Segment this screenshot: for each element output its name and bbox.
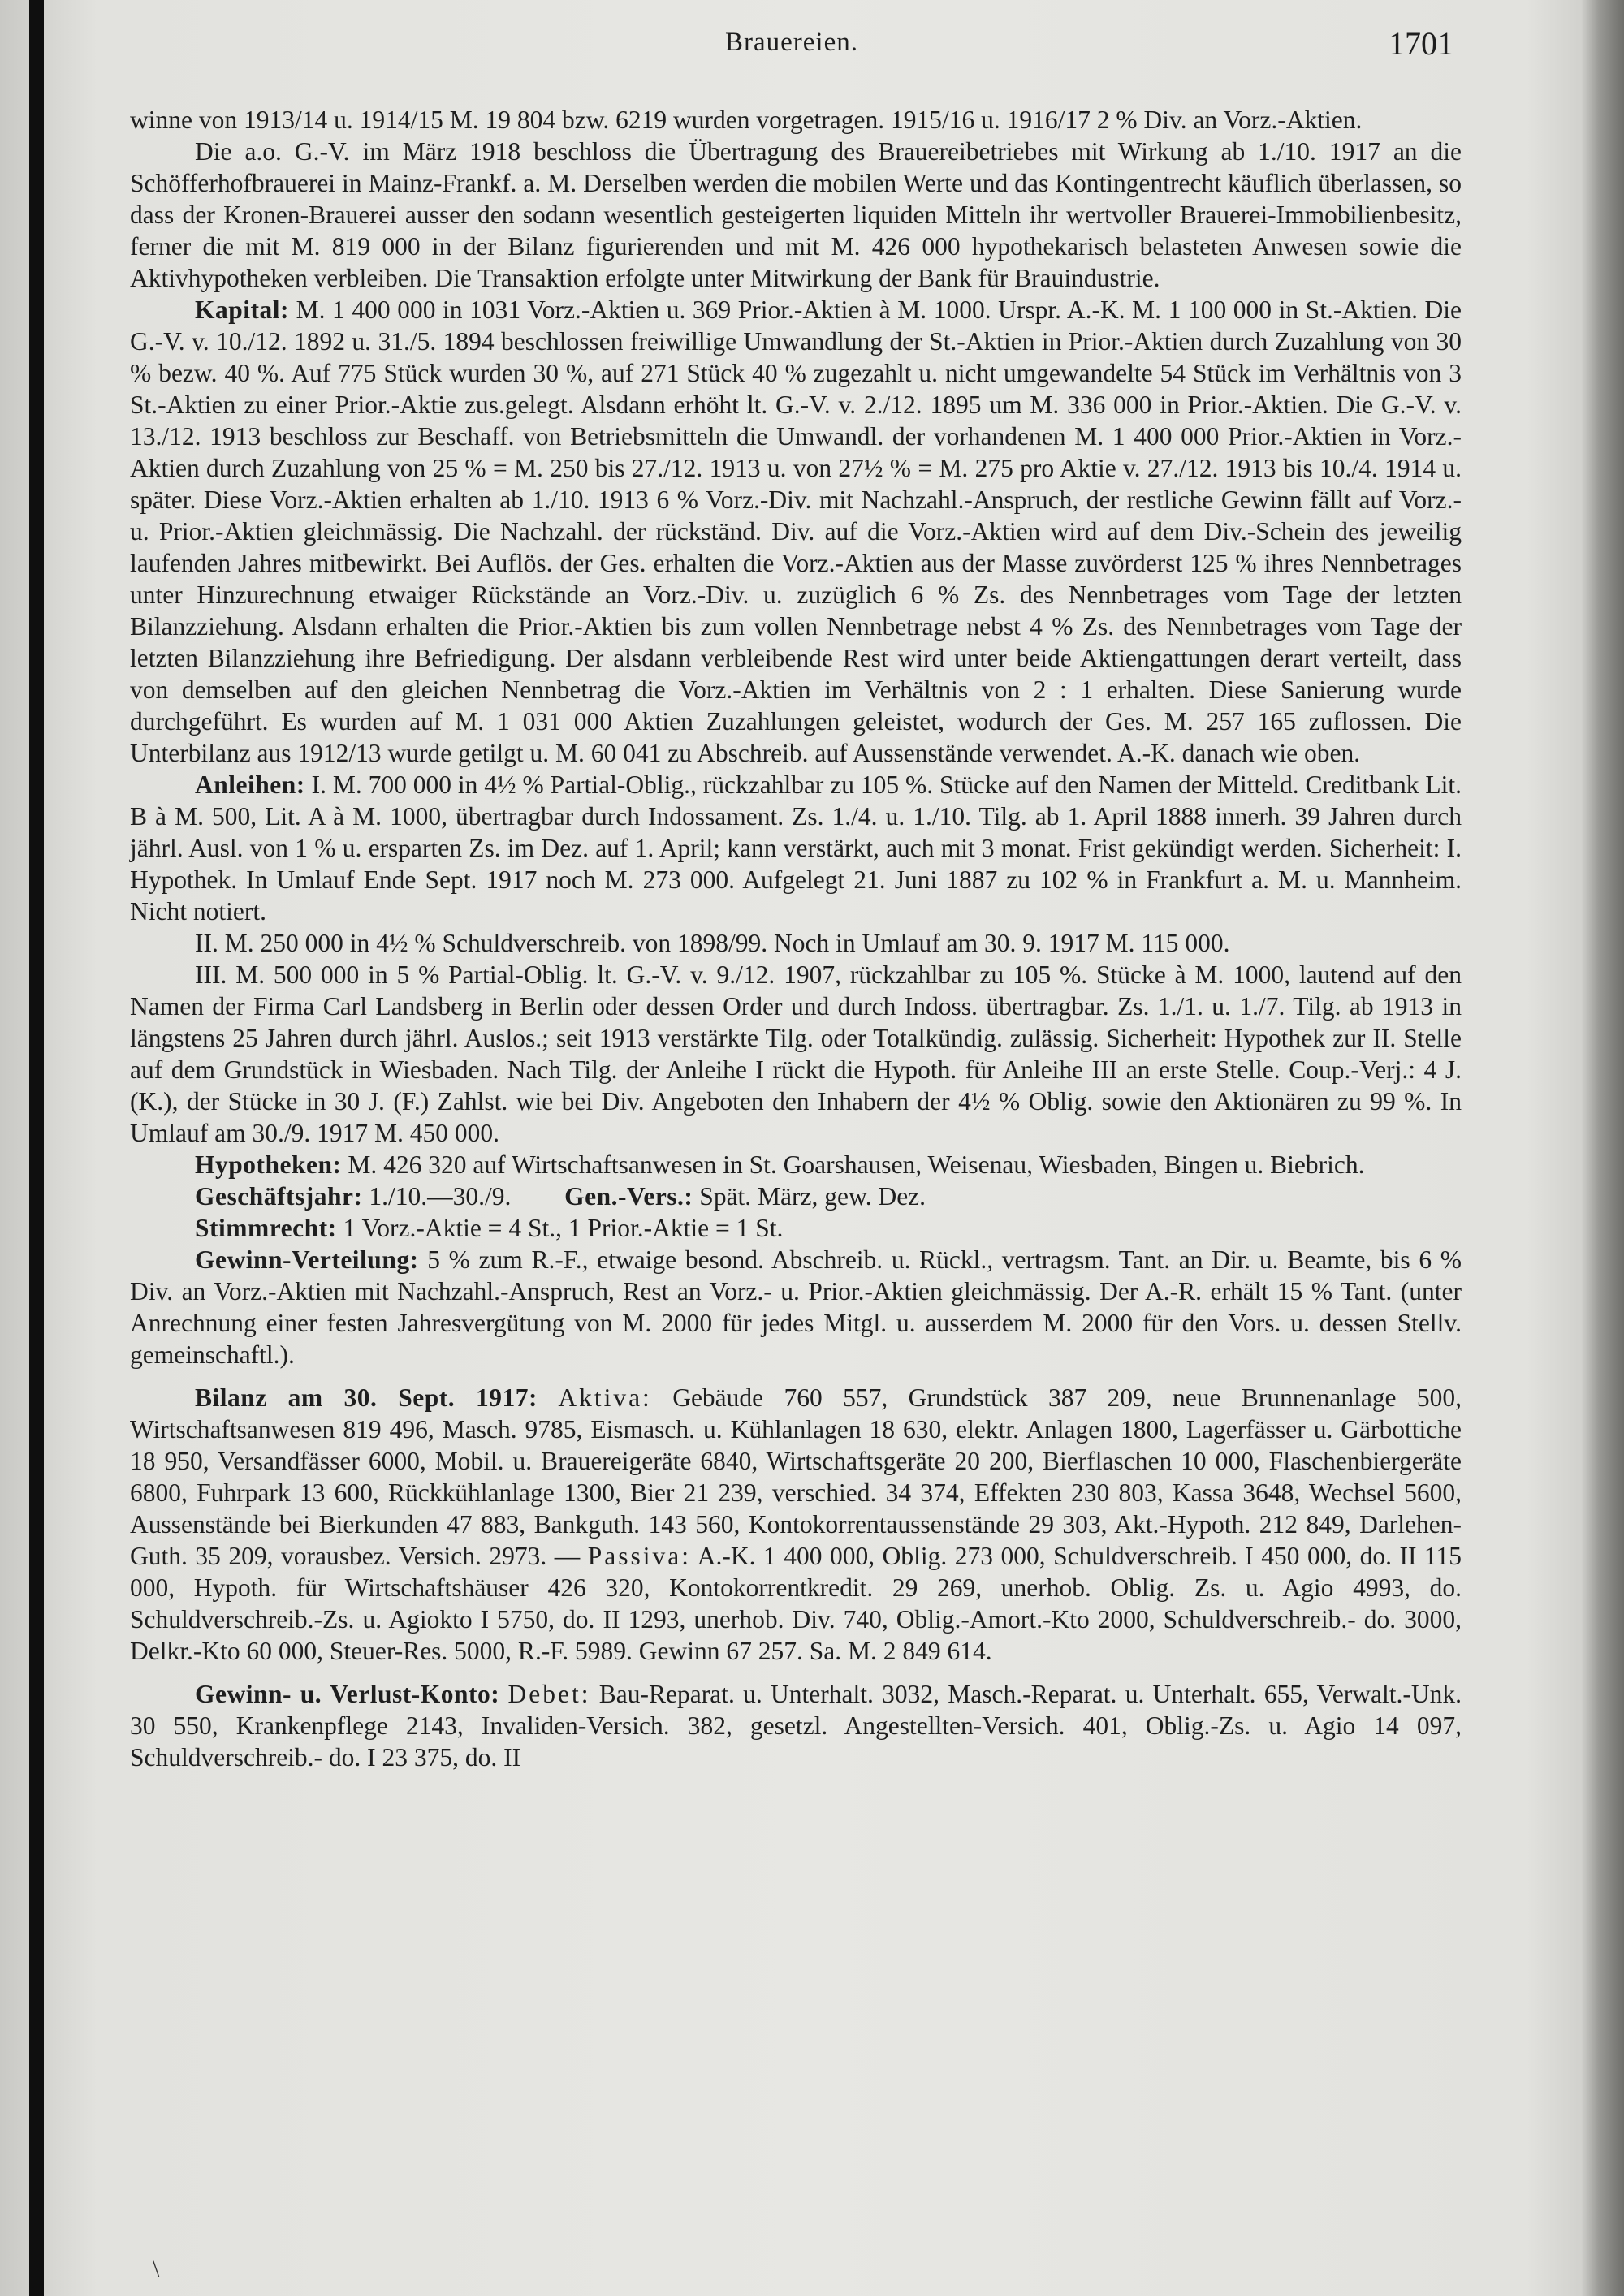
- section-label: Geschäftsjahr:: [195, 1182, 363, 1211]
- paragraph-text: winne von 1913/14 u. 1914/15 M. 19 804 bzw. 6219 wurden vorgetragen. 1915/16 u. 1916/17 2 % Div. an Vorz.-Aktien.: [130, 106, 1363, 134]
- section-label: Anleihen:: [195, 770, 305, 799]
- section-label: Gewinn-Verteilung:: [195, 1245, 419, 1274]
- section-text: III. M. 500 000 in 5 % Partial-Oblig. lt. G.-V. v. 9./12. 1907, rückzahlbar zu 105 %. Stücke à M. 1000, lautend auf den Namen der Firma Carl Landsberg in Berlin oder dessen Order und durch Indoss. übertragbar. Zs. 1./1. u. 1./7. Tilg. ab 1913 in längstens 25 Jahren durch jährl. Auslos.; seit 1913 verstärkte Tilg. oder Totalkündig. zulässig. Sicherheit: Hypothek zur II. Stelle auf dem Grundstück in Wiesbaden. Nach Tilg. der Anleihe I rückt die Hypoth. für Anleihe III an erste Stelle. Coup.-Verj.: 4 J. (K.), der Stücke in 30 J. (F.) Zahlst. wie bei Div. Angeboten den Inhabern der 4½ % Oblig. sowie den Aktionären zu 99 %. In Umlauf am 30./9. 1917 M. 450 000.: [130, 960, 1462, 1147]
- section-text: M. 1 400 000 in 1031 Vorz.-Aktien u. 369 Prior.-Aktien à M. 1000. Urspr. A.-K. M. 1 100 000 in St.-Aktien. Die G.-V. v. 10./12. 1892 u. 31./5. 1894 beschlossen freiwillige Umwandlung der St.-Aktien in Prior.-Aktien durch Zuzahlung von 30 % bezw. 40 %. Auf 775 Stück wurden 30 %, auf 271 Stück 40 % zugezahlt u. nicht umgewandelte 54 Stück im Verhältnis von 3 St.-Aktien zu einer Prior.-Aktie zus.gelegt. Alsdann erhöht lt. G.-V. v. 2./12. 1895 um M. 336 000 in Prior.-Aktien. Die G.-V. v. 13./12. 1913 beschloss zur Beschaff. von Betriebsmitteln die Umwandl. der vorhandenen M. 1 400 000 Prior.-Aktien in Vorz.-Aktien durch Zuzahlung von 25 % = M. 250 bis 27./12. 1913 u. von 27½ % = M. 275 pro Aktie v. 27./12. 1913 bis 10./4. 1914 u. später. Diese Vorz.-Aktien erhalten ab 1./10. 1913 6 % Vorz.-Div. mit Nachzahl.-Anspruch, der restliche Gewinn fällt auf Vorz.- u. Prior.-Aktien gleichmässig. Die Nachzahl. der rückständ. Div. auf die Vorz.-Aktien wird auf dem Div.-Schein des jeweilig laufenden Jahres mitbewirkt. Bei Auflös. der Ges. erhalten die Vorz.-Aktien aus der Masse zuvörderst 125 % ihres Nennbetrages unter Hinzurechnung etwaiger Rückstände an Vorz.-Div. u. zuzüglich 6 % Zs. des Nennbetrages vom Tage der letzten Bilanzziehung. Alsdann erhalten die Prior.-Aktien bis zum vollen Nennbetrage nebst 4 % Zs. des Nennbetrages vom Tage der letzten Bilanzziehung ihre Befriedigung. Der alsdann verbleibende Rest wird unter beide Aktiengattungen derart verteilt, dass von demselben auf den gleichen Nennbetrag die Vorz.-Aktien im Verhältnis von 2 : 1 erhalten. Diese Sanierung wurde durchgeführt. Es wurden auf M. 1 031 000 Aktien Zuzahlungen geleistet, wodurch der Ges. M. 257 165 zuflossen. Die Unterbilanz aus 1912/13 wurde getilgt u. M. 60 041 zu Abschreib. auf Aussenstände verwendet. A.-K. danach wie oben.: [130, 296, 1462, 767]
- section-anleihe-ii: [130, 927, 1462, 959]
- stray-mark: \: [153, 2255, 160, 2282]
- body-text: [130, 104, 1462, 1773]
- section-label: Gewinn- u. Verlust-Konto:: [195, 1680, 500, 1708]
- section-label: Kapital:: [195, 296, 290, 324]
- section-gewinn-verteilung: [130, 1244, 1462, 1370]
- page-header: [130, 25, 1453, 68]
- section-kapital: [130, 294, 1462, 769]
- paragraph-text: Die a.o. G.-V. im März 1918 beschloss die Übertragung des Brauereibetriebes mit Wirkung ab 1./10. 1917 an die Schöfferhofbrauerei in Mainz-Frankf. a. M. Derselben werden die mobilen Werte und das Kontingentrecht käuflich überlassen, so dass der Kronen-Brauerei ausser den sodann wesentlich gesteigerten liquiden Mitteln ihr wertvoller Brauerei-Immobilienbesitz, ferner die mit M. 819 000 in der Bilanz figurierenden und mit M. 426 000 hypothekarisch belasteten Anwesen sowie die Aktivhypotheken verbleiben. Die Transaktion erfolgte unter Mitwirkung der Bank für Brauindustrie.: [130, 137, 1462, 292]
- section-label: Bilanz am 30. Sept. 1917:: [195, 1383, 538, 1412]
- section-anleihe-iii: [130, 959, 1462, 1149]
- paragraph-continuation: [130, 104, 1462, 136]
- aktiva-text: Gebäude 760 557, Grundstück 387 209, neue Brunnenanlage 500, Wirtschaftsanwesen 819 496, Masch. 9785, Eismasch. u. Kühlanlagen 18 630, elektr. Anlagen 1800, Lagerfässer u. Gärbottiche 18 950, Versandfässer 6000, Mobil. u. Brauereigeräte 6840, Wirtschaftsgeräte 20 200, Bierflaschen 10 000, Flaschenbiergeräte 6800, Fuhrpark 13 600, Rückkühlanlage 1300, Bier 21 239, verschied. 34 374, Effekten 230 803, Kassa 3648, Wechsel 5600, Aussenstände bei Bierkunden 47 883, Bankguth. 143 560, Kontokorrentaussenstände 29 303, Akt.-Hypoth. 212 849, Darlehen-Guth. 35 209, vorausbez. Versich. 2973. —: [130, 1383, 1462, 1570]
- section-anleihen: [130, 769, 1462, 927]
- debet-label: Debet:: [508, 1680, 591, 1708]
- section-text: 5 % zum R.-F., etwaige besond. Abschreib. u. Rückl., vertragsm. Tant. an Dir. u. Beamte, bis 6 % Div. an Vorz.-Aktien mit Nachzahl.-Anspruch, Rest an Vorz.- u. Prior.-Aktien gleichmässig. Der A.-R. erhält 15 % Tant. (unter Anrechnung einer festen Jahresvergütung von M. 2000 für jedes Mitgl. u. ausserdem M. 2000 für den Vors. u. dessen Stellv. gemeinschaftl.).: [130, 1245, 1462, 1369]
- book-spine-shadow: [29, 0, 44, 2296]
- passiva-label: Passiva:: [587, 1542, 692, 1570]
- section-text: 1 Vorz.-Aktie = 4 St., 1 Prior.-Aktie = 1 St.: [343, 1214, 784, 1242]
- section-bilanz: [130, 1382, 1462, 1667]
- section-stimmrecht: [130, 1212, 1462, 1244]
- section-text: 1./10.—30./9.: [369, 1182, 512, 1211]
- aktiva-label: Aktiva:: [558, 1383, 652, 1412]
- section-gewinn-verlust: [130, 1678, 1462, 1773]
- section-geschaeftsjahr: [130, 1180, 1462, 1212]
- section-text: I. M. 700 000 in 4½ % Partial-Oblig., rückzahlbar zu 105 %. Stücke auf den Namen der Mitteld. Creditbank Lit. B à M. 500, Lit. A à M. 1000, übertragbar durch Indossament. Zs. 1./4. u. 1./10. Tilg. ab 1. April 1888 innerh. 39 Jahren durch jährl. Ausl. von 1 % u. ersparten Zs. im Dez. auf 1. April; kann verstärkt, auch mit 3 monat. Frist gekündigt werden. Sicherheit: I. Hypothek. In Umlauf Ende Sept. 1917 noch M. 273 000. Aufgelegt 21. Juni 1887 zu 102 % in Frankfurt a. M. u. Mannheim. Nicht notiert.: [130, 770, 1462, 926]
- section-text: II. M. 250 000 in 4½ % Schuldverschreib. von 1898/99. Noch in Umlauf am 30. 9. 1917 M. 115 000.: [195, 929, 1230, 957]
- debet-text: Bau-Reparat. u. Unterhalt. 3032, Masch.-Reparat. u. Unterhalt. 655, Verwalt.-Unk. 30 550, Krankenpflege 2143, Invaliden-Versich. 382, gesetzl. Angestellten-Versich. 401, Oblig.-Zs. u. Agio 14 097, Schuldverschreib.- do. I 23 375, do. II: [130, 1680, 1462, 1772]
- section-text: M. 426 320 auf Wirtschaftsanwesen in St. Goarshausen, Weisenau, Wiesbaden, Bingen u. Biebrich.: [348, 1150, 1365, 1179]
- page-number: 1701: [1389, 25, 1453, 62]
- section-label-gen-vers: Gen.-Vers.:: [564, 1182, 693, 1211]
- passiva-text: A.-K. 1 400 000, Oblig. 273 000, Schuldverschreib. I 450 000, do. II 115 000, Hypoth. für Wirtschaftshäuser 426 320, Kontokorrentkredit. 29 269, unerhob. Oblig. Zs. u. Agio 4993, do. Schuldverschreib.-Zs. u. Agiokto I 5750, do. II 1293, unerhob. Div. 740, Oblig.-Amort.-Kto 2000, Schuldverschreib.- do. 3000, Delkr.-Kto 60 000, Steuer-Res. 5000, R.-F. 5989. Gewinn 67 257. Sa. M. 2 849 614.: [130, 1542, 1462, 1665]
- section-label: Hypotheken:: [195, 1150, 342, 1179]
- running-title: Brauereien.: [725, 28, 858, 57]
- section-text-gen-vers: Spät. März, gew. Dez.: [699, 1182, 926, 1211]
- section-hypotheken: [130, 1149, 1462, 1180]
- page-edge-shadow: [1582, 0, 1624, 2296]
- paragraph-transfer: [130, 136, 1462, 294]
- section-label: Stimmrecht:: [195, 1214, 337, 1242]
